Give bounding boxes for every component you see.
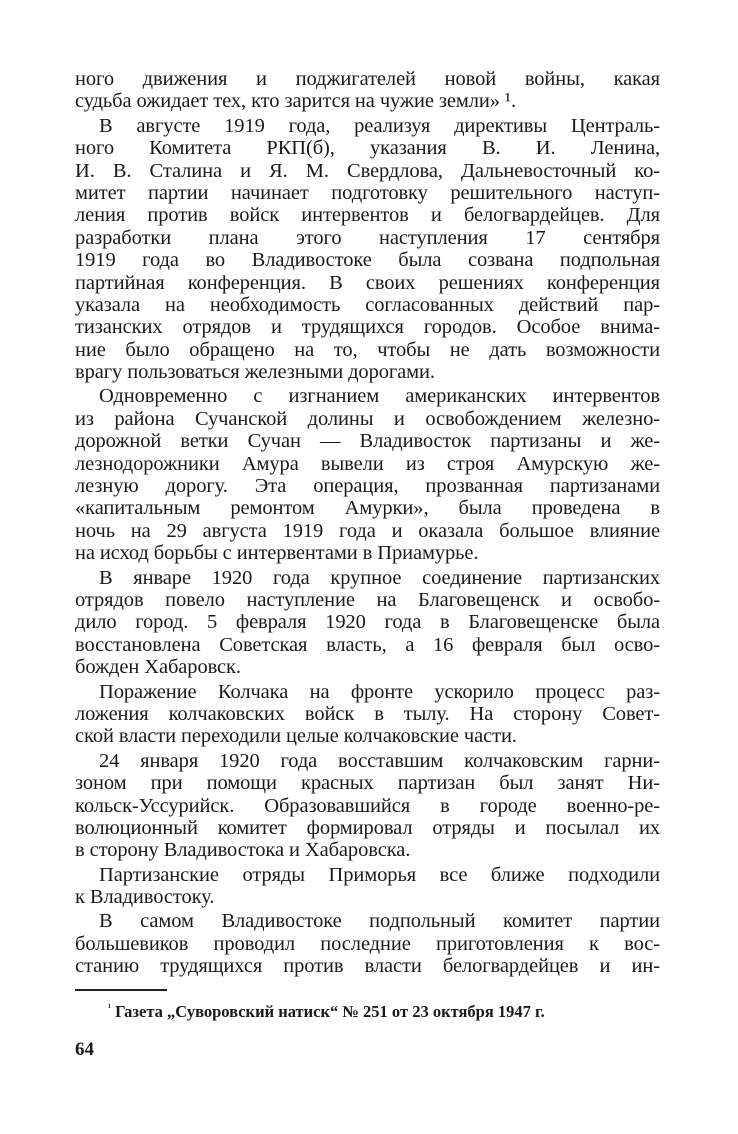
paragraph (75, 681, 660, 748)
text-line: в сторону Владивостока и Хабаровска. (75, 839, 411, 862)
text-line: ской власти переходили целые колчаковские части. (75, 725, 517, 748)
text-line: зоном при помощи красных партизан был занят Ни- (75, 772, 660, 795)
text-line: отрядов повело наступление на Благовещенск и освобо- (75, 588, 660, 611)
text-line: ночь на 29 августа 1919 года и оказала большое влияние (75, 519, 660, 542)
paragraph (75, 385, 660, 564)
text-line: митет партии начинает подготовку решительного наступ- (75, 181, 660, 204)
footnote (108, 1002, 545, 1022)
text-line: Поражение Колчака на фронте ускорило процесс раз- (99, 680, 660, 703)
text-line: ложения колчаковских войск в тылу. На сторону Совет- (75, 702, 660, 725)
text-line: восстановлена Советская власть, а 16 февраля был осво- (75, 633, 660, 656)
text-line: из района Сучанской долины и освобождением железно- (75, 407, 660, 430)
page-body (75, 68, 660, 980)
text-line: Партизанские отряды Приморья все ближе подходили (99, 863, 660, 886)
paragraph (75, 68, 660, 113)
text-line: ние было обращено на то, чтобы не дать возможности (75, 338, 660, 361)
text-line: божден Хабаровск. (75, 656, 241, 679)
footnote-divider (75, 989, 167, 991)
text-line: лезную дорогу. Эта операция, прозванная партизанами (75, 475, 660, 498)
paragraph (75, 864, 660, 909)
text-line: Одновременно с изгнанием американских интервентов (99, 385, 660, 408)
text-line: «капитальным ремонтом Амурки», была проведена в (75, 497, 660, 520)
text-line: судьба ожидает тех, кто зарится на чужие земли» ¹. (75, 90, 516, 113)
text-line: кольск-Уссурийск. Образовавшийся в городе военно-ре- (75, 794, 660, 817)
paragraph (75, 750, 660, 862)
text-line: В январе 1920 года крупное соединение партизанских (99, 566, 660, 589)
page-number: 64 (75, 1039, 94, 1060)
text-line: лезнодорожники Амура вывели из строя Амурскую же- (75, 452, 660, 475)
text-line: 24 января 1920 года восставшим колчаковским гарни- (99, 749, 660, 772)
text-line: врагу пользоваться железными дорогами. (75, 361, 435, 384)
text-line: к Владивостоку. (75, 886, 215, 909)
text-line: станию трудящихся против власти белогвардейцев и ин- (75, 955, 660, 978)
text-line: ного движения и поджигателей новой войны, какая (75, 68, 660, 90)
paragraph (75, 910, 660, 977)
text-line: на исход борьбы с интервентами в Приамурье. (75, 542, 479, 565)
text-line: дило город. 5 февраля 1920 года в Благовещенске была (75, 611, 660, 634)
text-line: В августе 1919 года, реализуя директивы Централь- (99, 114, 660, 137)
text-line: указала на необходимость согласованных действий пар- (75, 293, 660, 316)
text-line: ления против войск интервентов и белогвардейцев. Для (75, 204, 660, 227)
text-line: тизанских отрядов и трудящихся городов. Особое внима- (75, 316, 660, 339)
text-line: 1919 года во Владивостоке была созвана подпольная (75, 249, 660, 272)
footnote-text: Газета „Суворовский натиск“ № 251 от 23 октября 1947 г. (115, 1002, 545, 1021)
text-line: большевиков проводил последние приготовления к вос- (75, 932, 660, 955)
footnote-marker: ¹ (108, 1002, 111, 1014)
text-line: И. В. Сталина и Я. М. Свердлова, Дальневосточный ко- (75, 159, 660, 182)
text-line: В самом Владивостоке подпольный комитет партии (99, 910, 660, 933)
text-line: ного Комитета РКП(б), указания В. И. Ленина, (75, 137, 660, 160)
text-line: волюционный комитет формировал отряды и посылал их (75, 816, 660, 839)
text-line: партийная конференция. В своих решениях конференция (75, 271, 660, 294)
paragraph (75, 115, 660, 384)
paragraph (75, 567, 660, 679)
text-line: дорожной ветки Сучан — Владивосток партизаны и же- (75, 430, 660, 453)
text-line: разработки плана этого наступления 17 сентября (75, 226, 660, 249)
